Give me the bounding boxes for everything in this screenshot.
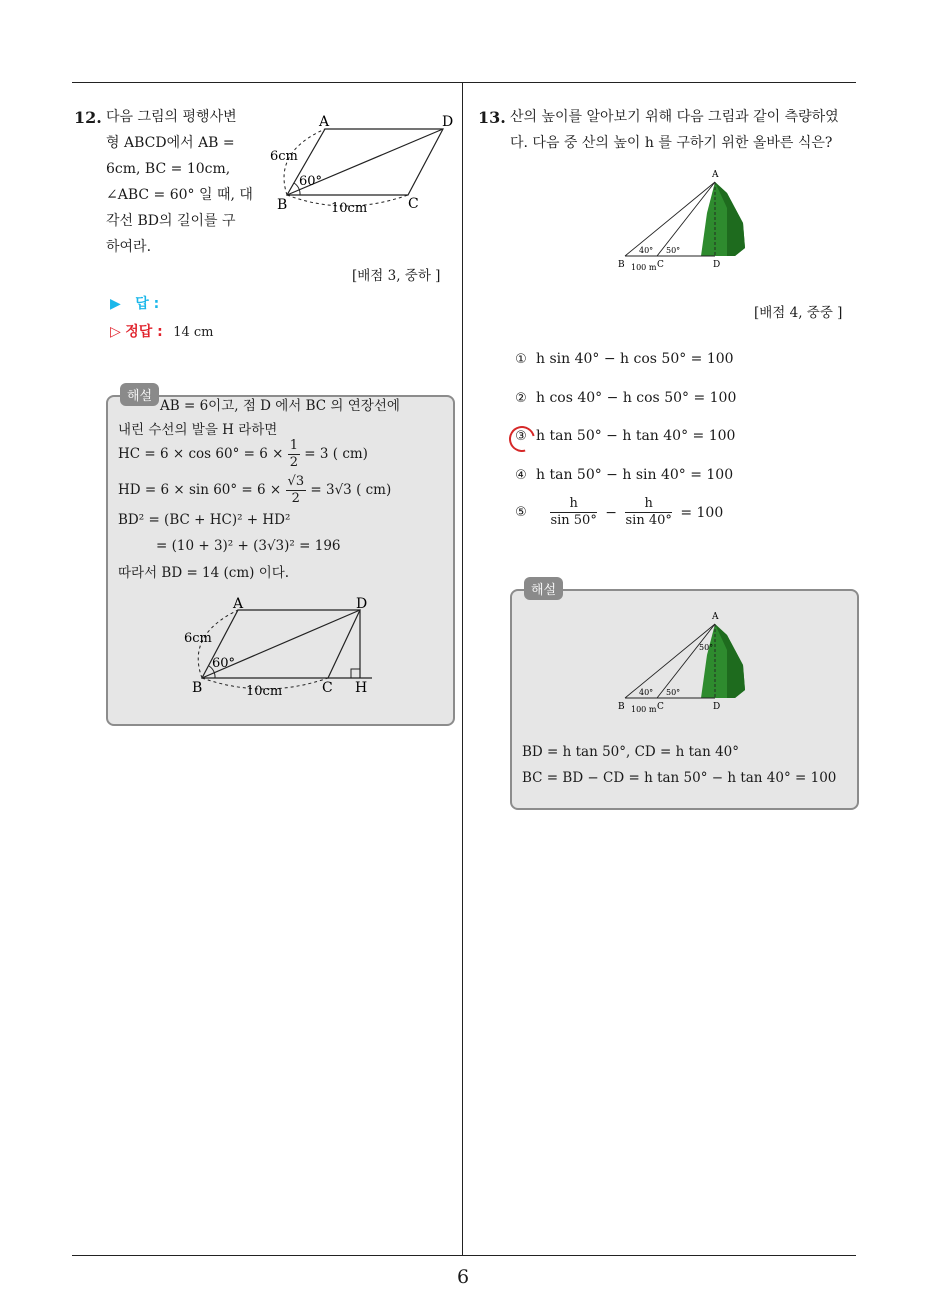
q12-line-6: 하여라. [106,239,152,255]
q12-answer-label: 답 : [135,296,160,312]
q12-fig-A: A [319,114,330,130]
choice-number: ② [515,391,527,406]
frac-den: 2 [289,455,298,470]
q12-sol-line-3: 따라서 BD = 14 (cm) 이다. [118,565,290,581]
choice-number: ③ [515,429,527,444]
q12-sol-fig-H: H [355,680,368,696]
q12-sol-fig-B: B [192,680,203,696]
q13-sol-fig-dist: 100 m [631,705,657,714]
choice-number: ⑤ [515,505,527,520]
q12-sol-fig-C: C [322,680,333,696]
q13-sol-fig-C: C [657,702,664,712]
q13-choice-4[interactable] [512,467,733,483]
q12-correct-label: 정답 : [125,324,163,340]
q12-number: 12. [74,108,102,127]
q12-sol-eq-bd2: = (10 + 3)² + (3√3)² = 196 [156,538,341,554]
q13-text [510,104,860,156]
q13-fig-D: D [713,260,721,270]
q12-fig-C: C [408,196,419,212]
q12-line-4: ∠ABC = 60° 일 때, 대 [106,187,253,203]
choice-number: ④ [515,468,527,483]
q12-solution-figure [180,595,390,705]
choice-5-minus: − [605,504,618,521]
q12-line-5: 각선 BD의 길이를 구 [106,213,236,229]
q12-fig-bc: 10cm [331,201,368,216]
q13-mountain-figure [615,168,755,273]
q12-fig-angle: 60° [299,174,323,189]
q12-correct-row [110,321,214,341]
q13-choice-5[interactable] [512,496,723,529]
page-number: 6 [456,1266,470,1288]
q13-choice-1[interactable] [512,351,734,367]
q12-fig-D: D [442,114,454,130]
q13-fig-C: C [657,260,664,270]
q12-fig-ab: 6cm [270,149,298,164]
q12-sol-fig-angle: 60° [212,656,236,671]
bottom-rule [72,1255,856,1256]
choice-text: h cos 40° − h cos 50° = 100 [536,390,737,406]
q12-sol-eq-hc-right: = 3 ( cm) [304,446,368,462]
frac-num: √3 [287,474,305,489]
frac-den: sin 40° [625,513,672,528]
q12-sol-fig-D: D [356,596,368,612]
q13-sol-fig-angle-40: 40° [639,688,654,697]
q13-fig-angle-50: 50° [666,246,681,255]
q13-score: [배점 4, 중중 ] [754,305,843,321]
q13-sol-fig-angle-50: 50° [666,688,681,697]
q13-solution-tag: 해설 [524,577,563,600]
correct-arrow-icon: ▷ [110,324,121,340]
choice-5-tail: = 100 [680,504,724,521]
q12-sol-fig-ab: 6cm [184,631,212,646]
q13-sol-fig-B: B [618,702,625,712]
q13-sol-line-2: BC = BD − CD = h tan 50° − h tan 40° = 100 [522,770,837,786]
q13-fig-A: A [712,170,719,180]
q12-text [106,104,256,260]
q13-choice-2[interactable] [512,390,736,406]
q12-sol-eq-hd-left: HD = 6 × sin 60° = 6 × [118,482,282,498]
answer-arrow-icon: ▶ [110,296,121,312]
q13-line-1: 산의 높이를 알아보기 위해 다음 그림과 같이 측량하였 [510,109,839,125]
q12-sol-fig-A: A [233,596,244,612]
q12-sol-frac-2 [286,474,307,507]
q13-line-2: 다. 다음 중 산의 높이 h 를 구하기 위한 올바른 식은? [510,135,833,151]
q13-fig-B: B [618,260,625,270]
choice-5-frac-b [625,496,671,529]
q13-sol-fig-angle-top: 50° [699,643,714,652]
q13-sol-line-1: BD = h tan 50°, CD = h tan 40° [522,744,740,760]
choice-text: h tan 50° − h tan 40° = 100 [536,428,736,444]
q13-solution-figure [615,610,755,715]
q13-fig-angle-40: 40° [639,246,654,255]
frac-num: h [550,496,596,513]
q12-line-3: 6cm, BC = 10cm, [106,161,231,177]
q12-sol-eq-hc-left: HC = 6 × cos 60° = 6 × [118,446,284,462]
choice-number: ① [515,352,527,367]
q12-answer-row [110,293,159,313]
choice-text: h tan 50° − h sin 40° = 100 [536,467,734,483]
frac-den: sin 50° [550,513,597,528]
q12-correct-value: 14 cm [173,325,214,340]
choice-text: h sin 40° − h cos 50° = 100 [536,351,734,367]
q12-score: [배점 3, 중하 ] [352,268,441,284]
top-rule [72,82,856,83]
q12-line-1: 다음 그림의 평행사변 [106,109,237,125]
column-divider [462,82,463,1256]
q12-solution-tag: 해설 [120,383,159,406]
frac-num: h [625,496,671,513]
q12-line-2: 형 ABCD에서 AB = [106,135,235,151]
q13-number: 13. [478,108,506,127]
q12-sol-eq-bd1: BD² = (BC + HC)² + HD² [118,512,291,528]
q12-sol-eq-hd-right: = 3√3 ( cm) [310,482,392,498]
q13-fig-dist: 100 m [631,263,657,272]
q12-sol-frac-1 [288,438,300,471]
q12-parallelogram-figure [265,112,465,222]
frac-num: 1 [289,438,298,453]
q12-sol-fig-bc: 10cm [246,684,283,699]
q12-sol-line-2: 내린 수선의 발을 H 라하면 [118,422,278,438]
q12-sol-eq-hd [118,474,391,507]
q12-sol-eq-hc [118,438,368,471]
choice-5-frac-a [550,496,596,529]
q12-sol-line-1: AB = 6이고, 점 D 에서 BC 의 연장선에 [160,398,400,414]
q12-fig-B: B [277,197,288,213]
frac-den: 2 [291,491,300,506]
q13-choice-3[interactable] [512,428,735,444]
q13-sol-fig-A: A [712,612,719,622]
q13-sol-fig-D: D [713,702,721,712]
